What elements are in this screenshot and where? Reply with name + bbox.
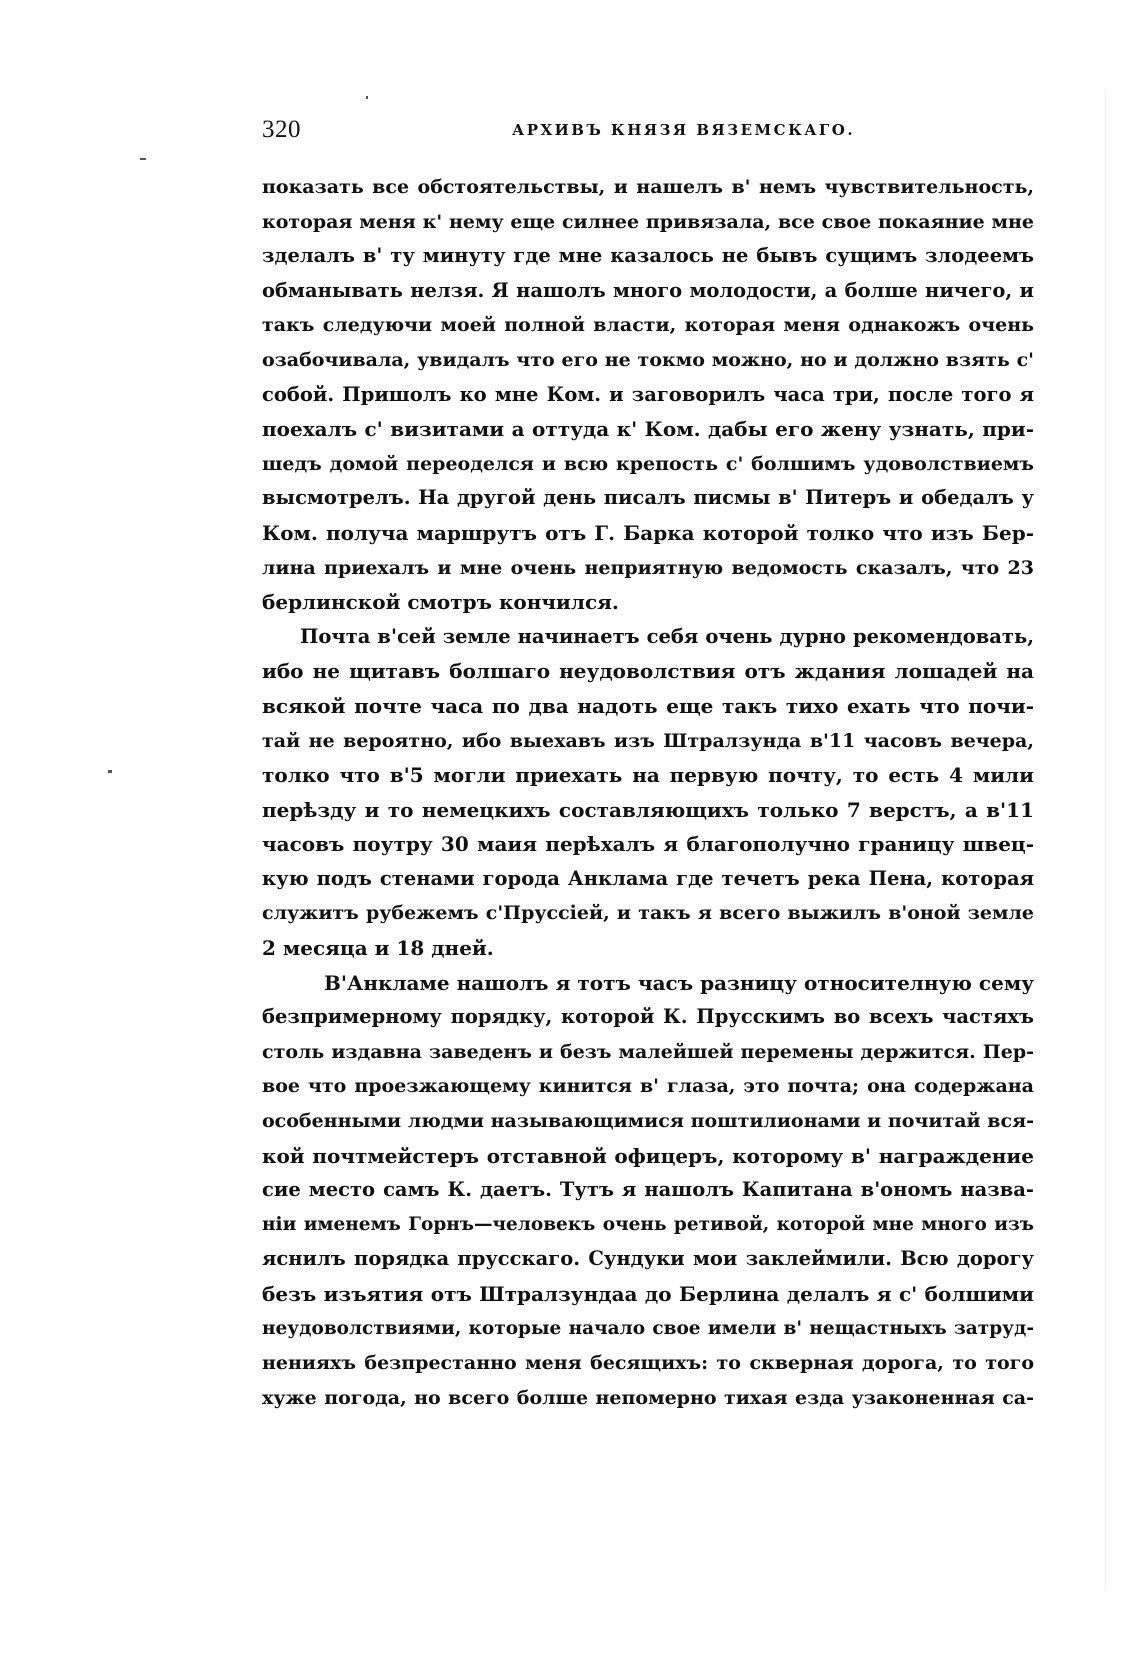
text-line: Почта в'сей земле начинаетъ себя очень дурно рекомендовать, xyxy=(300,624,1034,648)
text-line: озабочивала, увидалъ что его не токмо можно, но и должно взять с' xyxy=(262,348,1034,371)
scan-speck xyxy=(140,158,146,160)
text-line: поехалъ с' визитами а оттуда к' Ком. дабы его жену узнать, при- xyxy=(262,417,1034,442)
text-line: перѣзду и то немецкихъ составляющихъ только 7 верстъ, а в'11 xyxy=(262,797,1034,822)
text-line: кой почтмейстеръ отставной офицеръ, которому в' награждение xyxy=(262,1143,1034,1168)
text-line: кую подъ стенами города Анклама где течетъ река Пена, которая xyxy=(262,866,1034,890)
text-line: столь издавна заведенъ и безъ малейшей перемены держится. Пер- xyxy=(262,1040,1034,1063)
text-line: шедъ домой переоделся и всю крепость с' болшимъ удоволствиемъ xyxy=(262,452,1034,475)
paragraph-2 xyxy=(262,620,1034,966)
text-line: зделалъ в' ту минуту где мне казалось не бывъ сущимъ злодеемъ xyxy=(262,244,1034,268)
text-line: сие место самъ К. даетъ. Тутъ я нашолъ Капитана в'ономъ назва- xyxy=(262,1178,1034,1202)
text-line: служитъ рубежемъ с'Пруссiей, и такъ я всего выжилъ в'оной земле xyxy=(262,902,1034,925)
text-line: ненияхъ безпрестанно меня бесящихъ: то скверная дорога, то того xyxy=(262,1352,1034,1375)
text-line: неудоволствиями, которые начало свое имели в' нещастныхъ затруд- xyxy=(262,1317,1034,1339)
page-number: 320 xyxy=(262,116,301,143)
text-line: Ком. получа маршрутъ отъ Г. Барка которой толко что изъ Бер- xyxy=(262,520,1034,545)
running-head xyxy=(262,116,1034,152)
scan-speck xyxy=(1105,90,1106,1590)
text-line: особенными людми называющимися поштилионами и почитай вся- xyxy=(262,1110,1034,1133)
text-line: яснилъ порядка прусскаго. Сундуки мои заклеймили. Всю дорогу xyxy=(262,1247,1034,1271)
text-line: нiи именемъ Горнъ—человекъ очень ретивой, которой мне много изъ xyxy=(262,1213,1034,1235)
text-line: вое что проезжающему кинится в' глаза, это почта; она содержана xyxy=(262,1075,1034,1098)
text-line: берлинской смотръ кончился. xyxy=(262,590,619,615)
text-line: лина приехалъ и мне очень неприятную ведомость сказалъ, что 23 xyxy=(262,556,1034,579)
paragraph-1 xyxy=(262,170,1034,620)
scan-speck xyxy=(366,96,368,99)
scan-speck xyxy=(108,770,112,773)
text-line: такъ следуючи моей полной власти, которая меня однакожъ очень xyxy=(262,314,1034,337)
body-text xyxy=(262,170,1034,1415)
text-line: которая меня к' нему еще силнее привязала, все свое покаяние мне xyxy=(262,210,1034,233)
text-line: безпримерному порядку, которой К. Прусскимъ во всехъ частяхъ xyxy=(262,1005,1034,1029)
text-line: хуже погода, но всего болше непомерно тихая езда узаконенная са- xyxy=(262,1386,1034,1409)
text-line: обманывать нелзя. Я нашолъ много молодости, а болше ничего, и xyxy=(262,278,1034,302)
text-line: ибо не щитавъ болшаго неудоволствия отъ ждания лошадей на xyxy=(262,659,1034,684)
text-line: всякой почте часа по два надоть еще такъ тихо ехать что почи- xyxy=(262,693,1034,718)
running-title: АРХИВЪ КНЯЗЯ ВЯЗЕМСКАГО. xyxy=(512,121,856,139)
text-line: часовъ поутру 30 маия перѣхалъ я благополучно границу швец- xyxy=(262,832,1034,857)
text-line: 2 месяца и 18 дней. xyxy=(262,936,494,961)
text-line: показать все обстоятельствы, и нашелъ в' немъ чувствительность, xyxy=(262,176,1034,198)
text-line: безъ изъятия отъ Штралзундаа до Берлина делалъ я с' болшими xyxy=(262,1282,1034,1306)
text-line: В'Анкламе нашолъ я тотъ часъ разницу относителную сему xyxy=(324,970,1034,995)
text-line: толко что в'5 могли приехать на первую почту, то есть 4 мили xyxy=(262,763,1034,788)
text-line: высмотрелъ. На другой день писалъ писмы в' Питеръ и обедалъ у xyxy=(262,486,1034,510)
text-line: собой. Пришолъ ко мне Ком. и заговорилъ часа три, после того я xyxy=(262,382,1034,406)
text-line: тай не вероятно, ибо выехавъ изъ Штралзунда в'11 часовъ вечера, xyxy=(262,729,1034,752)
paragraph-3 xyxy=(262,966,1034,1416)
